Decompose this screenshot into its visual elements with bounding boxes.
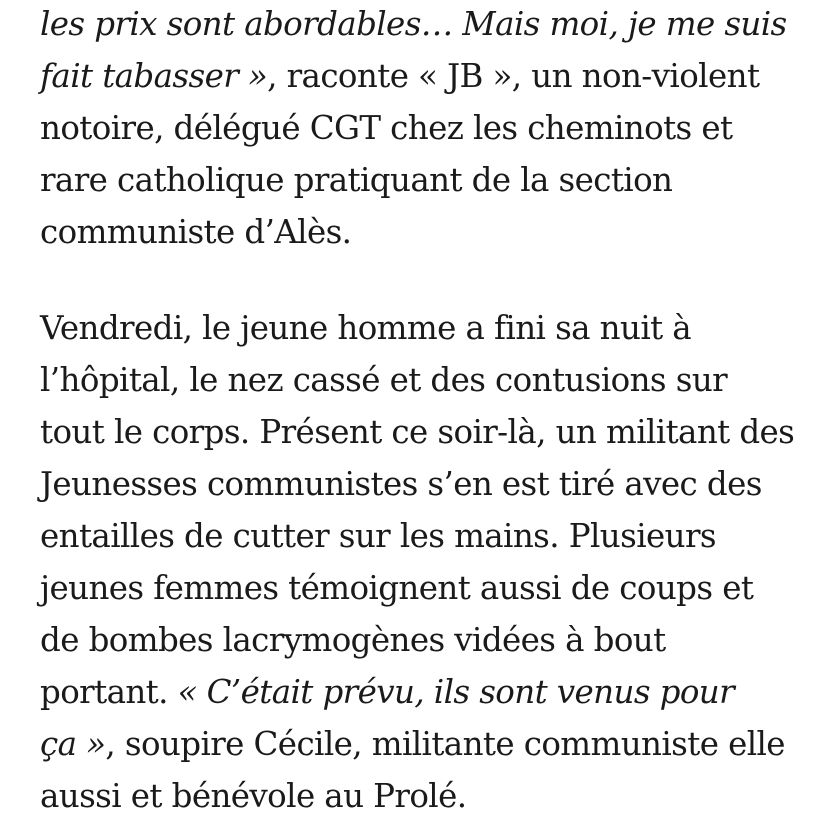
paragraph-quote-jb (40, 0, 787, 258)
text-line: notoire, délégué CGT chez les cheminots et (40, 109, 733, 147)
text-line: Vendredi, le jeune homme a fini sa nuit à (40, 309, 692, 347)
text-line: jeunes femmes témoignent aussi de coups et (40, 569, 754, 607)
text-line (40, 50, 787, 102)
italic-quote: fait tabasser » (40, 57, 268, 95)
text-line: rare catholique pratiquant de la section (40, 161, 673, 199)
paragraph-hospital (40, 302, 794, 822)
text-line: communiste d’Alès. (40, 213, 352, 251)
text-line: les prix sont abordables… Mais moi, je me suis (40, 5, 787, 43)
text-line: tout le corps. Présent ce soir-là, un militant des (40, 413, 795, 451)
text-line (40, 718, 794, 770)
text-line: de bombes lacrymogènes vidées à bout (40, 621, 666, 659)
text-run: , soupire Cécile, militante communiste elle (105, 725, 785, 763)
text-run: , raconte « JB », un non-violent (267, 57, 760, 95)
text-line (40, 666, 794, 718)
text-line: l’hôpital, le nez cassé et des contusions sur (40, 361, 728, 399)
text-line: entailles de cutter sur les mains. Plusieurs (40, 517, 716, 555)
text-run: portant. (40, 673, 178, 711)
text-line: Jeunesses communistes s’en est tiré avec des (40, 465, 762, 503)
italic-quote: ça » (40, 725, 106, 763)
italic-quote: « C’était prévu, ils sont venus pour (177, 673, 735, 711)
text-line: aussi et bénévole au Prolé. (40, 777, 467, 815)
